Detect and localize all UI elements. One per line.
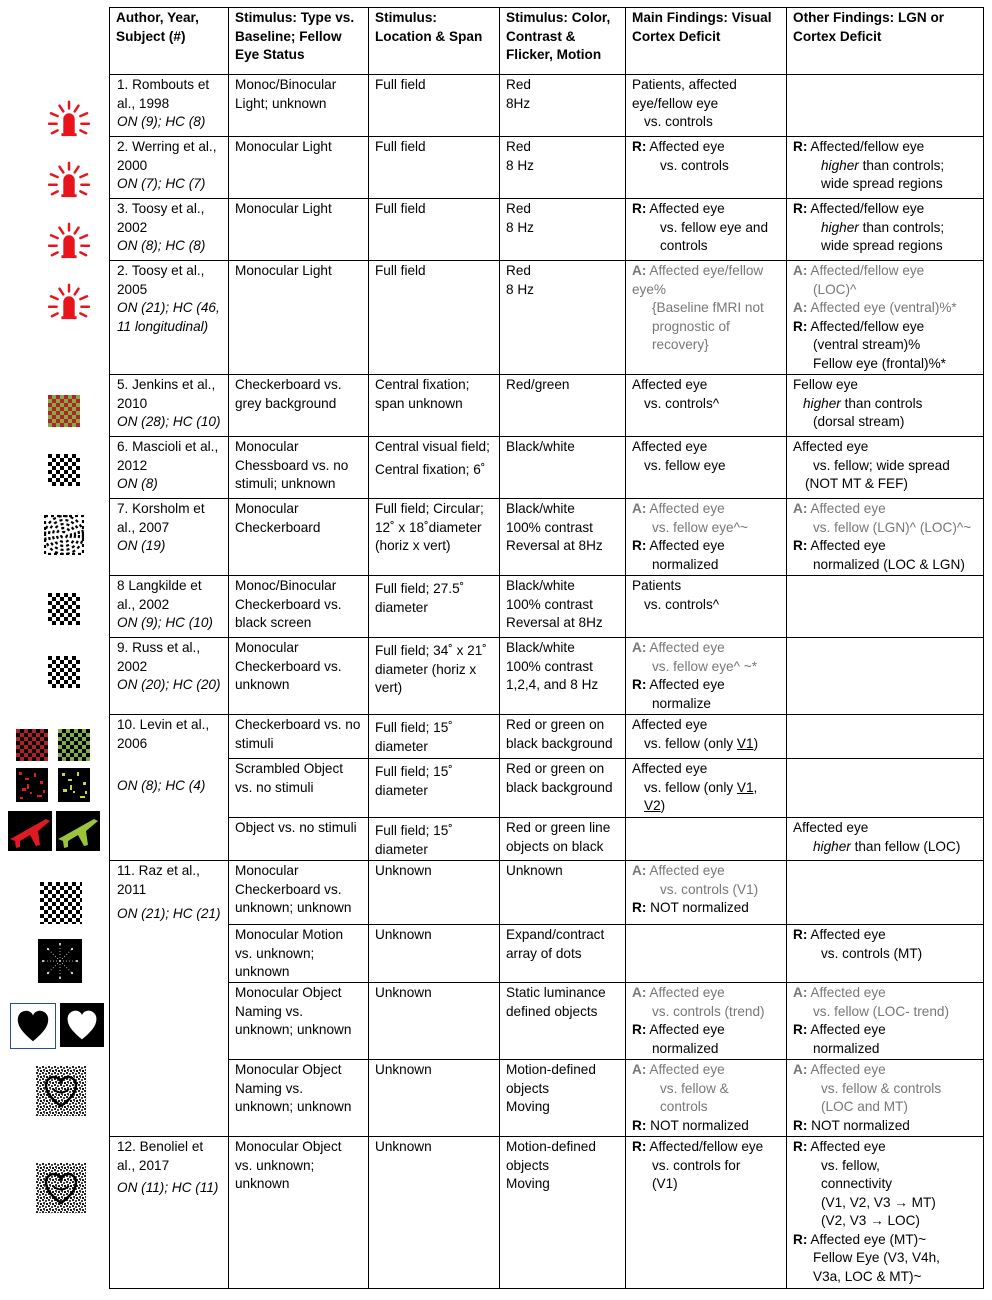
author-cell: 6. Mascioli et al., 2012 ON (8) — [110, 437, 229, 499]
table-row — [110, 375, 984, 437]
main-findings-cell: Affected eye vs. fellow eye — [626, 437, 787, 499]
header-stimulus-location: Stimulus: Location & Span — [369, 8, 500, 75]
color-cell: Black/white 100% contrast 1,2,4, and 8 Hz — [500, 638, 626, 715]
type-cell: Monocular Chessboard vs. no stimuli; unknown — [229, 437, 369, 499]
motion-defined-heart-icon — [36, 1163, 86, 1213]
flashing-light-icon — [45, 222, 93, 260]
main-findings-cell: A: Affected eye vs. controls (trend) R: Affected eye normalized — [626, 983, 787, 1060]
type-cell: Monocular Checkerboard vs. unknown; unknown — [229, 861, 369, 925]
main-findings-cell: R: Affected/fellow eye vs. controls for (V1) — [626, 1137, 787, 1289]
header-stimulus-type: Stimulus: Type vs. Baseline; Fellow Eye Status — [229, 8, 369, 75]
location-cell: Full field; 15˚ diameter — [369, 715, 500, 759]
circular-checkerboard-icon — [44, 515, 84, 555]
table-row — [110, 437, 984, 499]
red-scrambled-object-icon — [16, 768, 48, 802]
location-cell: Full field — [369, 261, 500, 375]
table-row — [110, 499, 984, 576]
type-cell: Monocular Object Naming vs. unknown; unknown — [229, 983, 369, 1060]
color-cell: Motion-defined objects Moving — [500, 1060, 626, 1137]
table-row — [110, 1060, 984, 1137]
author-cell: 10. Levin et al., 2006 ON (8); HC (4) — [110, 715, 229, 861]
table-row — [110, 861, 984, 925]
location-cell: Unknown — [369, 1060, 500, 1137]
color-cell: Red or green on black background — [500, 715, 626, 759]
other-findings-cell — [787, 759, 984, 818]
checkerboard-icon — [48, 656, 80, 688]
other-findings-cell: A: Affected eye vs. fellow (LGN)^ (LOC)^~ R: Affected eye normalized (LOC & LGN) — [787, 499, 984, 576]
main-findings-cell: Patients vs. controls^ — [626, 576, 787, 638]
author-cell: 5. Jenkins et al., 2010 ON (28); HC (10) — [110, 375, 229, 437]
red-green-checkerboard-icon — [48, 395, 80, 427]
studies-table — [109, 7, 984, 1289]
location-cell: Unknown — [369, 861, 500, 925]
other-findings-cell — [787, 861, 984, 925]
color-cell: Red 8 Hz — [500, 199, 626, 261]
main-findings-cell: A: Affected eye vs. fellow eye^~ R: Affected eye normalized — [626, 499, 787, 576]
location-cell: Full field — [369, 199, 500, 261]
location-cell: Central visual field; Central fixation; 6˚ — [369, 437, 500, 499]
location-cell: Full field; 15˚ diameter — [369, 818, 500, 861]
dot-motion-icon — [38, 939, 82, 983]
green-checkerboard-icon — [58, 729, 90, 761]
main-findings-cell — [626, 818, 787, 861]
color-cell: Black/white 100% contrast Reversal at 8Hz — [500, 499, 626, 576]
red-checkerboard-icon — [16, 729, 48, 761]
type-cell: Monocular Checkerboard vs. unknown — [229, 638, 369, 715]
other-findings-cell: Fellow eye higher than controls (dorsal stream) — [787, 375, 984, 437]
table-row — [110, 925, 984, 983]
color-cell: Motion-defined objects Moving — [500, 1137, 626, 1289]
other-findings-cell — [787, 715, 984, 759]
other-findings-cell: Affected eye vs. fellow; wide spread (NOT MT & FEF) — [787, 437, 984, 499]
author-cell: 12. Benoliel et al., 2017 ON (11); HC (11) — [110, 1137, 229, 1289]
color-cell: Red or green line objects on black — [500, 818, 626, 861]
white-heart-icon — [60, 1003, 104, 1047]
checkerboard-icon — [40, 882, 82, 924]
type-cell: Monocular Checkerboard — [229, 499, 369, 576]
location-cell: Full field — [369, 137, 500, 199]
checkerboard-icon — [48, 454, 80, 486]
location-cell: Full field — [369, 75, 500, 137]
red-airplane-icon — [8, 811, 52, 851]
author-cell: 2. Toosy et al., 2005 ON (21); HC (46, 11 longitudinal) — [110, 261, 229, 375]
main-findings-cell: A: Affected eye/fellow eye% {Baseline fMRI not prognostic of recovery} — [626, 261, 787, 375]
type-cell: Scrambled Object vs. no stimuli — [229, 759, 369, 818]
main-findings-cell — [626, 925, 787, 983]
type-cell: Monocular Object vs. unknown; unknown — [229, 1137, 369, 1289]
color-cell: Black/white 100% contrast Reversal at 8Hz — [500, 576, 626, 638]
icon-column — [0, 0, 108, 1300]
header-stimulus-color: Stimulus: Color, Contrast & Flicker, Motion — [500, 8, 626, 75]
type-cell: Monocular Light — [229, 199, 369, 261]
motion-defined-heart-icon — [36, 1066, 86, 1116]
color-cell: Red or green on black background — [500, 759, 626, 818]
table-row — [110, 137, 984, 199]
type-cell: Monoc/Binocular Checkerboard vs. black screen — [229, 576, 369, 638]
flashing-light-icon — [45, 283, 93, 321]
author-cell: 8 Langkilde et al., 2002 ON (9); HC (10) — [110, 576, 229, 638]
type-cell: Checkerboard vs. no stimuli — [229, 715, 369, 759]
location-cell: Full field; 27.5˚ diameter — [369, 576, 500, 638]
main-findings-cell: Affected eye vs. fellow (only V1) — [626, 715, 787, 759]
type-cell: Monocular Object Naming vs. unknown; unknown — [229, 1060, 369, 1137]
other-findings-cell: A: Affected eye vs. fellow (LOC- trend) R: Affected eye normalized — [787, 983, 984, 1060]
location-cell: Unknown — [369, 925, 500, 983]
table-row — [110, 576, 984, 638]
other-findings-cell — [787, 638, 984, 715]
header-other-findings: Other Findings: LGN or Cortex Deficit — [787, 8, 984, 75]
color-cell: Unknown — [500, 861, 626, 925]
table-row — [110, 638, 984, 715]
color-cell: Red 8 Hz — [500, 137, 626, 199]
table-row — [110, 199, 984, 261]
main-findings-cell: Affected eye vs. controls^ — [626, 375, 787, 437]
main-findings-cell: Affected eye vs. fellow (only V1, V2) — [626, 759, 787, 818]
main-findings-cell: A: Affected eye vs. fellow eye^ ~* R: Affected eye normalize — [626, 638, 787, 715]
other-findings-cell — [787, 576, 984, 638]
author-cell: 3. Toosy et al., 2002 ON (8); HC (8) — [110, 199, 229, 261]
green-airplane-icon — [56, 811, 100, 851]
table-row — [110, 715, 984, 759]
author-cell: 9. Russ et al., 2002 ON (20); HC (20) — [110, 638, 229, 715]
location-cell: Central fixation; span unknown — [369, 375, 500, 437]
type-cell: Monoc/Binocular Light; unknown — [229, 75, 369, 137]
checkerboard-icon — [48, 593, 80, 625]
other-findings-cell — [787, 75, 984, 137]
flashing-light-icon — [45, 161, 93, 199]
other-findings-cell: R: Affected eye vs. controls (MT) — [787, 925, 984, 983]
type-cell: Object vs. no stimuli — [229, 818, 369, 861]
other-findings-cell: R: Affected eye vs. fellow, connectivity (V1, V2, V3 → MT) (V2, V3 → LOC) R: Affected eye (MT)~ Fellow Eye (V3, V4h, V3a, LOC & MT)~ — [787, 1137, 984, 1289]
other-findings-cell: A: Affected eye vs. fellow & controls (LOC and MT) R: NOT normalized — [787, 1060, 984, 1137]
main-findings-cell: R: Affected eye vs. fellow eye and controls — [626, 199, 787, 261]
other-findings-cell: Affected eye higher than fellow (LOC) — [787, 818, 984, 861]
main-findings-cell: R: Affected eye vs. controls — [626, 137, 787, 199]
color-cell: Black/white — [500, 437, 626, 499]
black-heart-icon — [10, 1003, 56, 1049]
author-cell: 7. Korsholm et al., 2007 ON (19) — [110, 499, 229, 576]
author-cell: 1. Rombouts et al., 1998 ON (9); HC (8) — [110, 75, 229, 137]
table-row — [110, 261, 984, 375]
color-cell: Red 8 Hz — [500, 261, 626, 375]
other-findings-cell: A: Affected/fellow eye (LOC)^ A: Affected eye (ventral)%* R: Affected/fellow eye (ventral stream)% Fellow eye (frontal)%* — [787, 261, 984, 375]
header-author: Author, Year, Subject (#) — [110, 8, 229, 75]
main-findings-cell: A: Affected eye vs. controls (V1) R: NOT normalized — [626, 861, 787, 925]
table-row — [110, 75, 984, 137]
green-scrambled-object-icon — [58, 768, 90, 802]
color-cell: Red/green — [500, 375, 626, 437]
flashing-light-icon — [45, 100, 93, 138]
type-cell: Monocular Light — [229, 261, 369, 375]
other-findings-cell: R: Affected/fellow eye higher than controls; wide spread regions — [787, 199, 984, 261]
color-cell: Expand/contract array of dots — [500, 925, 626, 983]
color-cell: Static luminance defined objects — [500, 983, 626, 1060]
header-main-findings: Main Findings: Visual Cortex Deficit — [626, 8, 787, 75]
location-cell: Unknown — [369, 1137, 500, 1289]
other-findings-cell: R: Affected/fellow eye higher than controls; wide spread regions — [787, 137, 984, 199]
table-row — [110, 1137, 984, 1289]
table-row — [110, 983, 984, 1060]
table-header-row — [110, 8, 984, 75]
table-row — [110, 818, 984, 861]
main-findings-cell: A: Affected eye vs. fellow & controls R: NOT normalized — [626, 1060, 787, 1137]
location-cell: Full field; 34˚ x 21˚ diameter (horiz x vert) — [369, 638, 500, 715]
type-cell: Monocular Light — [229, 137, 369, 199]
author-cell: 2. Werring et al., 2000 ON (7); HC (7) — [110, 137, 229, 199]
color-cell: Red 8Hz — [500, 75, 626, 137]
location-cell: Unknown — [369, 983, 500, 1060]
type-cell: Checkerboard vs. grey background — [229, 375, 369, 437]
type-cell: Monocular Motion vs. unknown; unknown — [229, 925, 369, 983]
location-cell: Full field; 15˚ diameter — [369, 759, 500, 818]
author-cell: 11. Raz et al., 2011 ON (21); HC (21) — [110, 861, 229, 1137]
location-cell: Full field; Circular; 12˚ x 18˚diameter (horiz x vert) — [369, 499, 500, 576]
main-findings-cell: Patients, affected eye/fellow eye vs. controls — [626, 75, 787, 137]
table-row — [110, 759, 984, 818]
